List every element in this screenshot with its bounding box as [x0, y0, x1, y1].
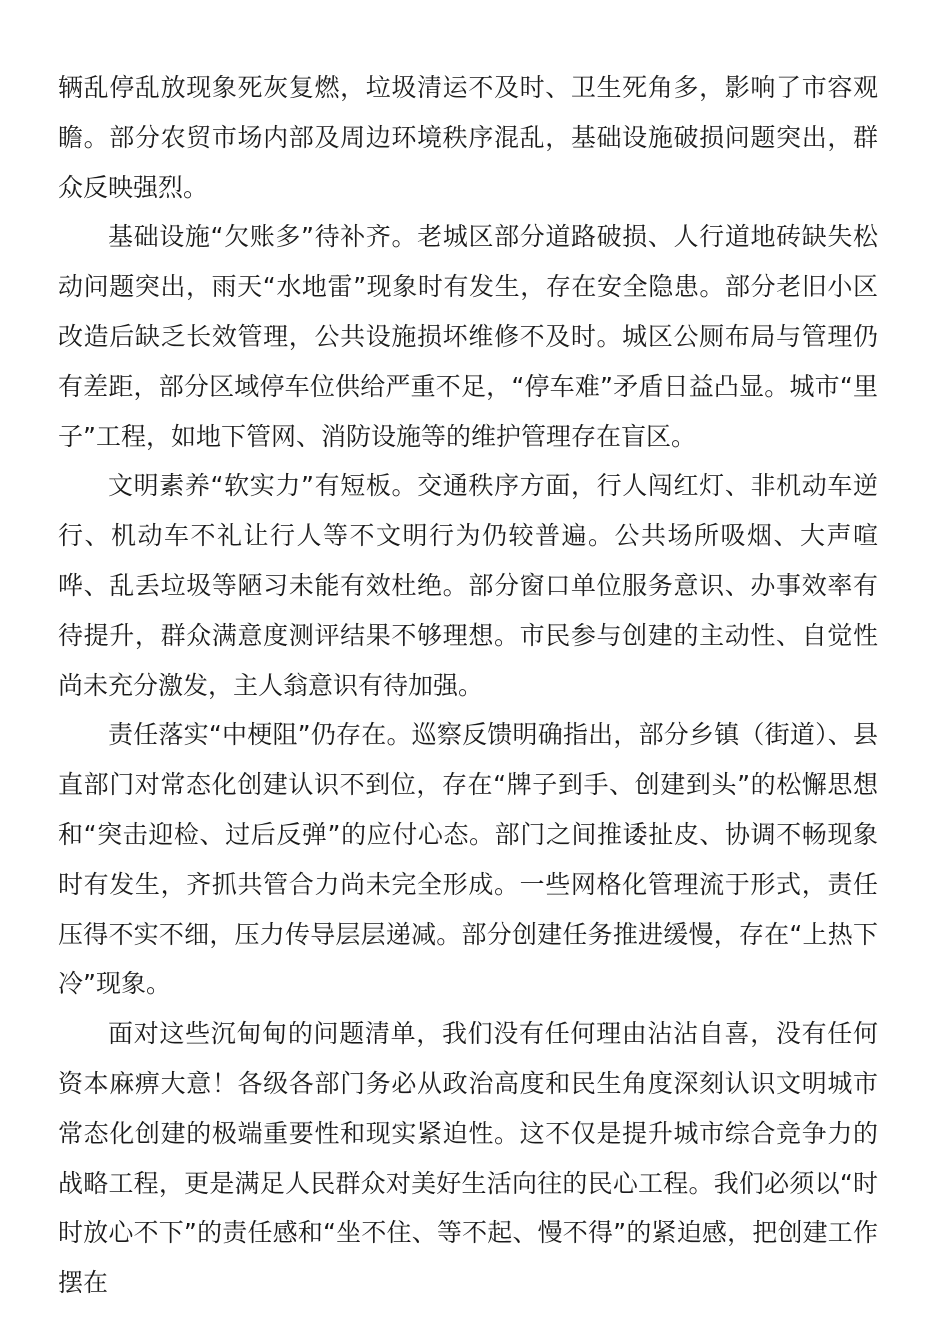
paragraph-infrastructure: 基础设施“欠账多”待补齐。老城区部分道路破损、人行道地砖缺失松动问题突出，雨天“水地雷”现象时有发生，存在安全隐患。部分老旧小区改造后缺乏长效管理，公共设施损坏维修不及时。城区公厕布局与管理仍有差距，部分区域停车位供给严重不足，“停车难”矛盾日益凸显。城市“里子”工程，如地下管网、消防设施等的维护管理存在盲区。 — [58, 222, 878, 451]
paragraph-conclusion: 面对这些沉甸甸的问题清单，我们没有任何理由沾沾自喜，没有任何资本麻痹大意！各级各部门务必从政治高度和民生角度深刻认识文明城市常态化创建的极端重要性和现实紧迫性。这不仅是提升城市综合竞争力的战略工程，更是满足人民群众对美好生活向往的民心工程。我们必须以“时时放心不下”的责任感和“坐不住、等不起、慢不得”的紧迫感，把创建工作摆在 — [58, 1019, 878, 1298]
paragraph-civility: 文明素养“软实力”有短板。交通秩序方面，行人闯红灯、非机动车逆行、机动车不礼让行人等不文明行为仍较普遍。公共场所吸烟、大声喧哗、乱丢垃圾等陋习未能有效杜绝。部分窗口单位服务意识、办事效率有待提升，群众满意度测评结果不够理想。市民参与创建的主动性、自觉性尚未充分激发，主人翁意识有待加强。 — [58, 471, 878, 700]
document-body — [58, 63, 878, 1308]
paragraph-responsibility: 责任落实“中梗阻”仍存在。巡察反馈明确指出，部分乡镇（街道）、县直部门对常态化创建认识不到位，存在“牌子到手、创建到头”的松懈思想和“突击迎检、过后反弹”的应付心态。部门之间推诿扯皮、协调不畅现象时有发生，齐抓共管合力尚未完全形成。一些网格化管理流于形式，责任压得不实不细，压力传导层层递减。部分创建任务推进缓慢，存在“上热下冷”现象。 — [58, 720, 878, 999]
paragraph-continuation: 辆乱停乱放现象死灰复燃，垃圾清运不及时、卫生死角多，影响了市容观瞻。部分农贸市场内部及周边环境秩序混乱，基础设施破损问题突出，群众反映强烈。 — [58, 73, 878, 202]
